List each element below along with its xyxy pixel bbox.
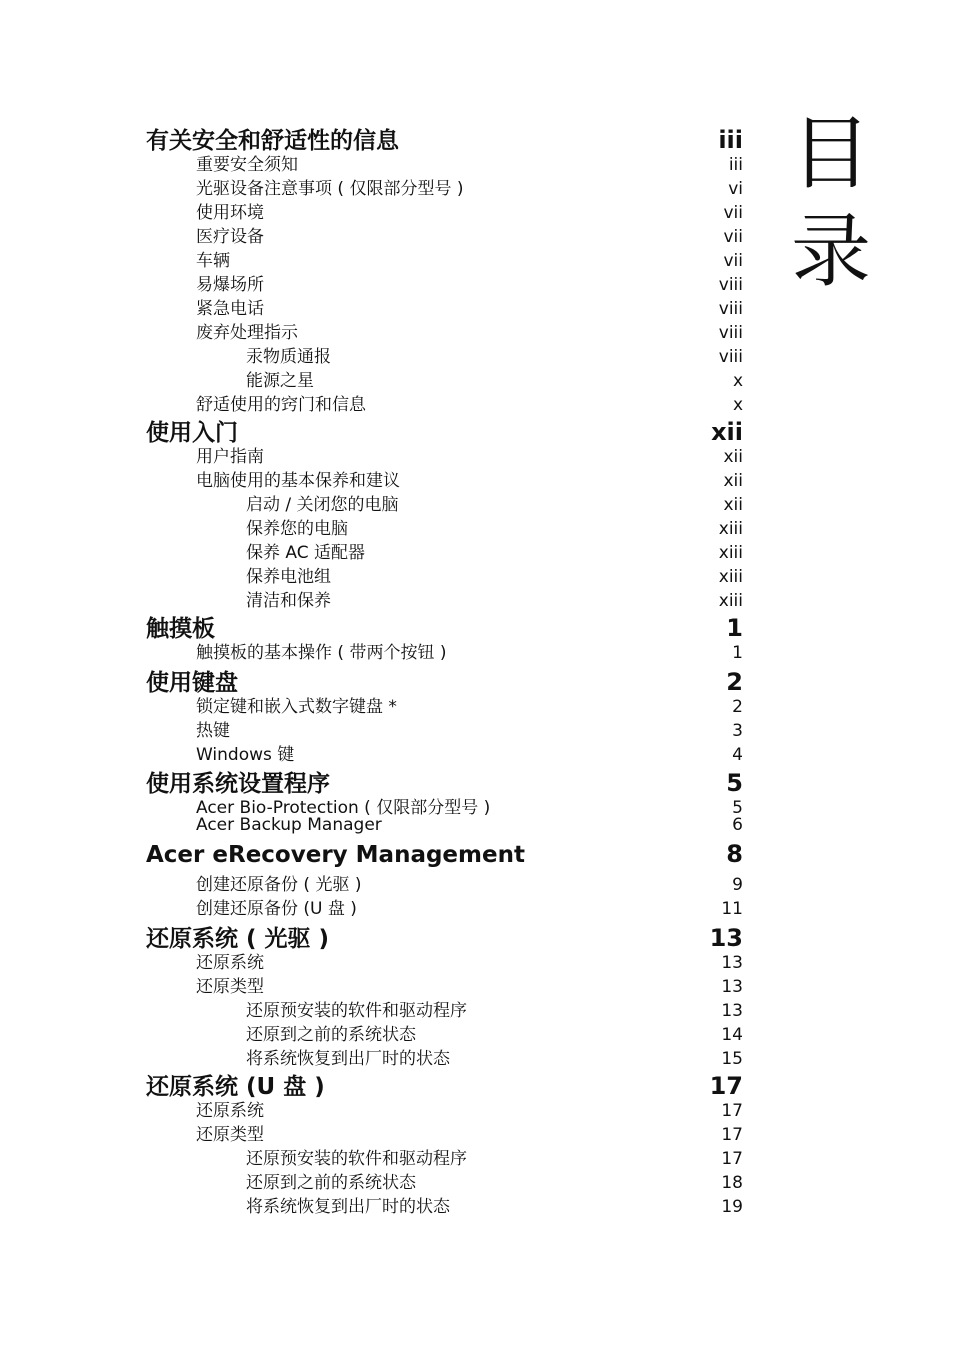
toc-entry-title: 废弃处理指示 — [196, 323, 298, 343]
toc-entry-title: 还原系统 — [196, 953, 264, 973]
toc-entry-page-number: 2 — [732, 697, 743, 717]
toc-entry[interactable] — [146, 514, 743, 539]
toc-entry-title: 紧急电话 — [196, 299, 264, 319]
toc-entry[interactable] — [146, 150, 743, 175]
toc-entry-page-number: xii — [711, 418, 743, 446]
toc-entry-page-number: 8 — [726, 840, 743, 868]
toc-entry[interactable] — [146, 390, 743, 415]
toc-entry-page-number: 13 — [721, 1001, 743, 1021]
toc-entry[interactable] — [146, 246, 743, 271]
toc-entry-page-number: 17 — [721, 1149, 743, 1169]
toc-entry-page-number: iii — [718, 126, 743, 154]
toc-entry-page-number: xii — [723, 495, 743, 515]
toc-entry-title: 使用环境 — [196, 203, 264, 223]
toc-entry-page-number: xiii — [718, 567, 743, 587]
toc-entry-title: 光驱设备注意事项 ( 仅限部分型号 ) — [196, 179, 464, 199]
toc-entry[interactable] — [146, 1044, 743, 1069]
toc-entry-page-number: 13 — [721, 977, 743, 997]
toc-entry-page-number: vii — [723, 203, 743, 223]
toc-entry[interactable] — [146, 270, 743, 295]
toc-entry-title: 还原预安装的软件和驱动程序 — [246, 1001, 467, 1021]
toc-entry[interactable] — [146, 198, 743, 223]
toc-entry[interactable] — [146, 442, 743, 467]
toc-entry-title: 使用键盘 — [146, 670, 238, 696]
toc-entry-title: 车辆 — [196, 251, 230, 271]
toc-entry-title: 电脑使用的基本保养和建议 — [196, 471, 400, 491]
toc-entry-title: 易爆场所 — [196, 275, 264, 295]
toc-chapter-entry[interactable] — [146, 840, 743, 868]
toc-entry[interactable] — [146, 318, 743, 343]
toc-entry-page-number: 3 — [732, 721, 743, 741]
toc-entry-title: 保养您的电脑 — [246, 519, 348, 539]
toc-entry-page-number: 19 — [721, 1197, 743, 1217]
toc-entry[interactable] — [146, 490, 743, 515]
toc-entry-title: Acer Bio-Protection ( 仅限部分型号 ) — [196, 798, 491, 818]
toc-entry-title: 汞物质通报 — [246, 347, 331, 367]
toc-entry-title: 还原类型 — [196, 1125, 264, 1145]
toc-entry[interactable] — [146, 948, 743, 973]
toc-entry-page-number: vii — [723, 227, 743, 247]
toc-entry-page-number: 5 — [732, 798, 743, 818]
toc-entry[interactable] — [146, 222, 743, 247]
toc-entry-title: 锁定键和嵌入式数字键盘 * — [196, 697, 397, 717]
toc-entry-title: 触摸板 — [146, 616, 215, 642]
toc-entry-page-number: 6 — [732, 815, 743, 835]
toc-entry[interactable] — [146, 740, 743, 765]
toc-entry[interactable] — [146, 294, 743, 319]
toc-entry[interactable] — [146, 342, 743, 367]
toc-entry-title: 还原预安装的软件和驱动程序 — [246, 1149, 467, 1169]
toc-entry[interactable] — [146, 1020, 743, 1045]
toc-entry-page-number: xiii — [718, 543, 743, 563]
toc-entry[interactable] — [146, 1120, 743, 1145]
toc-entry[interactable] — [146, 815, 743, 835]
toc-entry[interactable] — [146, 562, 743, 587]
toc-entry-title: 清洁和保养 — [246, 591, 331, 611]
toc-entry[interactable] — [146, 466, 743, 491]
toc-entry-page-number: 18 — [721, 1173, 743, 1193]
toc-entry-title: 启动 / 关闭您的电脑 — [246, 495, 399, 515]
toc-entry-title: 用户指南 — [196, 447, 264, 467]
toc-entry-page-number: 1 — [726, 614, 743, 642]
toc-entry[interactable] — [146, 174, 743, 199]
toc-entry-page-number: 5 — [726, 769, 743, 797]
toc-entry-title: 还原到之前的系统状态 — [246, 1173, 416, 1193]
toc-entry-page-number: 9 — [732, 875, 743, 895]
toc-entry-page-number: xiii — [718, 519, 743, 539]
toc-entry-title: 创建还原备份 ( 光驱 ) — [196, 875, 362, 895]
toc-entry-page-number: xii — [723, 471, 743, 491]
toc-entry[interactable] — [146, 638, 743, 663]
toc-entry-page-number: iii — [728, 155, 743, 175]
toc-entry[interactable] — [146, 870, 743, 895]
toc-entry-page-number: 2 — [726, 668, 743, 696]
toc-entry-title: 还原类型 — [196, 977, 264, 997]
toc-entry-title: 将系统恢复到出厂时的状态 — [246, 1197, 450, 1217]
toc-entry-page-number: vii — [723, 251, 743, 271]
toc-entry-title: 还原到之前的系统状态 — [246, 1025, 416, 1045]
toc-entry[interactable] — [146, 1192, 743, 1217]
toc-entry[interactable] — [146, 586, 743, 611]
toc-entry-page-number: 17 — [721, 1125, 743, 1145]
toc-entry[interactable] — [146, 366, 743, 391]
toc-entry-page-number: 11 — [721, 899, 743, 919]
toc-entry-title: 将系统恢复到出厂时的状态 — [246, 1049, 450, 1069]
toc-entry-page-number: vi — [728, 179, 743, 199]
toc-entry-title: 创建还原备份 (U 盘 ) — [196, 899, 357, 919]
toc-entry-title: 使用系统设置程序 — [146, 771, 330, 797]
toc-entry[interactable] — [146, 972, 743, 997]
toc-entry-page-number: 1 — [732, 643, 743, 663]
toc-entry-title: 医疗设备 — [196, 227, 264, 247]
toc-entry-page-number: 15 — [721, 1049, 743, 1069]
toc-entry-title: 重要安全须知 — [196, 155, 298, 175]
page-title-char-2: 录 — [791, 205, 871, 298]
toc-entry-title: 还原系统 (U 盘 ) — [146, 1074, 325, 1100]
toc-entry-page-number: viii — [718, 347, 743, 367]
toc-entry[interactable] — [146, 1096, 743, 1121]
toc-entry-title: Windows 键 — [196, 745, 295, 765]
page-title — [790, 105, 872, 301]
toc-entry-title: 使用入门 — [146, 420, 238, 446]
toc-entry-page-number: viii — [718, 299, 743, 319]
toc-entry-title: Acer Backup Manager — [196, 815, 382, 835]
toc-entry-title: 热键 — [196, 721, 230, 741]
toc-entry-title: 舒适使用的窍门和信息 — [196, 395, 366, 415]
toc-entry-title: 触摸板的基本操作 ( 带两个按钮 ) — [196, 643, 447, 663]
toc-entry[interactable] — [146, 894, 743, 919]
toc-entry-title: 能源之星 — [246, 371, 314, 391]
toc-entry-page-number: 17 — [709, 1072, 743, 1100]
toc-entry-page-number: xii — [723, 447, 743, 467]
toc-entry[interactable] — [146, 996, 743, 1021]
toc-entry-page-number: viii — [718, 323, 743, 343]
toc-entry-page-number: x — [732, 371, 743, 391]
toc-entry-title: 还原系统 — [196, 1101, 264, 1121]
toc-entry[interactable] — [146, 692, 743, 717]
toc-entry-page-number: viii — [718, 275, 743, 295]
toc-entry-page-number: 13 — [721, 953, 743, 973]
toc-entry-title: Acer eRecovery Management — [146, 842, 525, 868]
toc-entry-page-number: 14 — [721, 1025, 743, 1045]
toc-entry-page-number: 4 — [732, 745, 743, 765]
toc-entry-page-number: 13 — [709, 924, 743, 952]
toc-entry[interactable] — [146, 538, 743, 563]
toc-entry-title: 保养电池组 — [246, 567, 331, 587]
toc-entry-page-number: x — [732, 395, 743, 415]
toc-entry-title: 有关安全和舒适性的信息 — [146, 128, 399, 154]
toc-entry-title: 还原系统 ( 光驱 ) — [146, 926, 330, 952]
toc-entry-page-number: xiii — [718, 591, 743, 611]
toc-entry[interactable] — [146, 1144, 743, 1169]
toc-entry-page-number: 17 — [721, 1101, 743, 1121]
toc-entry[interactable] — [146, 1168, 743, 1193]
page-title-char-1: 目 — [791, 107, 871, 200]
toc-entry[interactable] — [146, 716, 743, 741]
toc-entry-title: 保养 AC 适配器 — [246, 543, 366, 563]
